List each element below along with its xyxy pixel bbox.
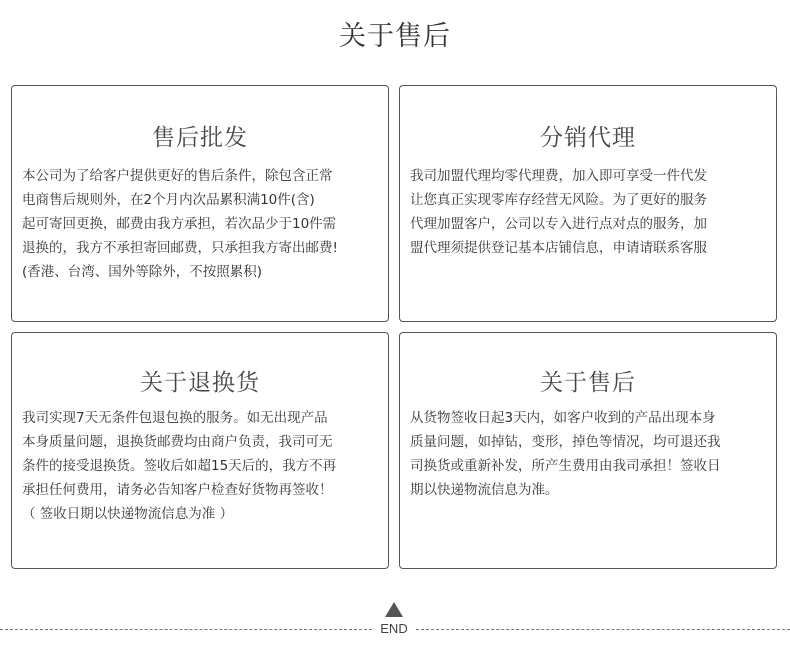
card-body — [400, 406, 776, 502]
card-text-line: 质量问题，如掉钻，变形，掉色等情况，均可退还我 — [410, 434, 721, 450]
card-body — [12, 406, 388, 526]
end-divider-right — [416, 629, 790, 630]
card-title: 售后批发 — [152, 125, 248, 151]
card-text-line: 本公司为了给客户提供更好的售后条件，除包含正常 — [22, 168, 333, 184]
card-returns-exchanges — [11, 332, 389, 569]
card-text-line: (香港、台湾、国外等除外，不按照累积) — [22, 264, 263, 280]
card-text-line: 盟代理须提供登记基本店铺信息，申请请联系客服 — [410, 240, 707, 256]
card-text-line: 承担任何费用，请务必告知客户检查好货物再签收！ — [22, 482, 333, 498]
card-body — [12, 164, 388, 284]
card-about-after-sales — [399, 332, 777, 569]
card-title: 关于售后 — [540, 370, 636, 396]
card-text-line: 起可寄回更换，邮费由我方承担，若次品少于10件需 — [22, 216, 337, 232]
card-text-line: 让您真正实现零库存经营无风险。为了更好的服务 — [410, 192, 707, 208]
card-text-line: 期以快递物流信息为准。 — [410, 482, 559, 498]
card-title: 分销代理 — [540, 125, 636, 151]
card-wholesale-after-sales — [11, 85, 389, 322]
card-text-line: 我司实现7天无条件包退包换的服务。如无出现产品 — [22, 410, 328, 426]
card-text-line: 电商售后规则外，在2个月内次品累积满10件(含) — [22, 192, 315, 208]
end-label: END — [380, 621, 408, 636]
card-text-line: 退换的，我方不承担寄回邮费，只承担我方寄出邮费! — [22, 240, 338, 256]
triangle-up-icon — [385, 602, 403, 617]
card-text-line: 本身质量问题，退换货邮费均由商户负责，我司可无 — [22, 434, 333, 450]
card-title: 关于退换货 — [140, 370, 260, 396]
card-text-line: 条件的接受退换货。签收后如超15天后的，我方不再 — [22, 458, 337, 474]
card-text-line: 我司加盟代理均零代理费，加入即可享受一件代发 — [410, 168, 707, 184]
end-divider-left — [0, 629, 372, 630]
page-title: 关于售后 — [339, 21, 451, 52]
card-text-line: 代理加盟客户，公司以专入进行点对点的服务，加 — [410, 216, 707, 232]
card-body — [400, 164, 776, 260]
card-text-line: （ 签收日期以快递物流信息为准 ） — [22, 506, 234, 522]
card-text-line: 司换货或重新补发，所产生费用由我司承担！签收日 — [410, 458, 721, 474]
card-text-line: 从货物签收日起3天内，如客户收到的产品出现本身 — [410, 410, 716, 426]
end-marker — [0, 598, 790, 638]
card-distribution-agency — [399, 85, 777, 322]
